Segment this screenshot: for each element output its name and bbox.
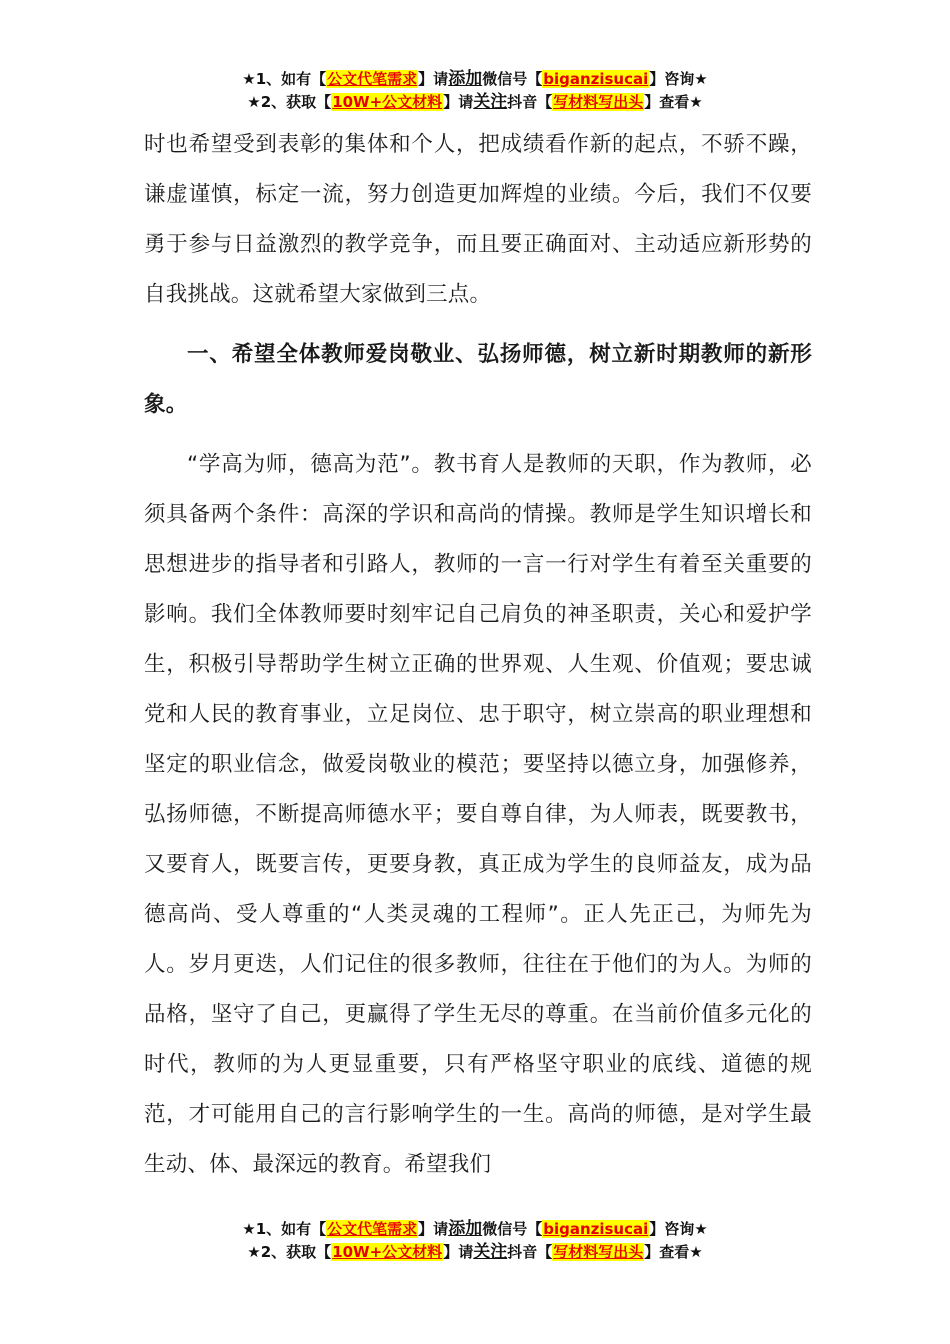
banner-text: 】请 bbox=[443, 1243, 474, 1261]
banner-text: ★1、如有【 bbox=[242, 1220, 327, 1238]
banner-text: 】请 bbox=[418, 1220, 449, 1238]
banner-text: ★2、获取【 bbox=[247, 1243, 332, 1261]
section-heading: 一、希望全体教师爱岗敬业、弘扬师德，树立新时期教师的新形象。 bbox=[144, 342, 812, 417]
highlight-douyin-account: 写材料写出头 bbox=[553, 93, 644, 111]
emphasis-add: 添加 bbox=[448, 1219, 483, 1239]
banner-line-2 bbox=[0, 91, 950, 114]
highlight-service: 公文代笔需求 bbox=[327, 1220, 418, 1238]
banner-text: 】查看★ bbox=[644, 1243, 703, 1261]
emphasis-follow: 关注 bbox=[473, 92, 508, 112]
banner-text: ★1、如有【 bbox=[242, 70, 327, 88]
top-banner bbox=[0, 68, 950, 114]
highlight-wechat-id: biganzisucai bbox=[543, 1220, 649, 1238]
banner-line-1 bbox=[0, 68, 950, 91]
banner-text: 】请 bbox=[443, 93, 474, 111]
banner-text: 】请 bbox=[418, 70, 449, 88]
highlight-douyin-account: 写材料写出头 bbox=[553, 1243, 644, 1261]
document-body bbox=[144, 120, 812, 1190]
banner-text: 】咨询★ bbox=[649, 70, 708, 88]
highlight-service: 公文代笔需求 bbox=[327, 70, 418, 88]
banner-line-1 bbox=[0, 1218, 950, 1241]
bottom-banner bbox=[0, 1218, 950, 1264]
banner-text: ★2、获取【 bbox=[247, 93, 332, 111]
highlight-materials: 10W+公文材料 bbox=[332, 1243, 443, 1261]
emphasis-follow: 关注 bbox=[473, 1242, 508, 1262]
banner-text: 抖音【 bbox=[507, 1243, 553, 1261]
banner-text: 抖音【 bbox=[507, 93, 553, 111]
banner-text: 】查看★ bbox=[644, 93, 703, 111]
highlight-wechat-id: biganzisucai bbox=[543, 70, 649, 88]
banner-text: 微信号【 bbox=[482, 1220, 543, 1238]
emphasis-add: 添加 bbox=[448, 69, 483, 89]
banner-line-2 bbox=[0, 1241, 950, 1264]
banner-text: 微信号【 bbox=[482, 70, 543, 88]
paragraph-intro: 时也希望受到表彰的集体和个人，把成绩看作新的起点，不骄不躁，谦虚谨慎，标定一流，努力创造更加辉煌的业绩。今后，我们不仅要勇于参与日益激烈的教学竞争，而且要正确面对、主动适应新形势的自我挑战。这就希望大家做到三点。 bbox=[144, 132, 812, 307]
highlight-materials: 10W+公文材料 bbox=[332, 93, 443, 111]
banner-text: 】咨询★ bbox=[649, 1220, 708, 1238]
paragraph-teacher-ethics: “学高为师，德高为范”。教书育人是教师的天职，作为教师，必须具备两个条件：高深的学识和高尚的情操。教师是学生知识增长和思想进步的指导者和引路人，教师的一言一行对学生有着至关重要的影响。我们全体教师要时刻牢记自己肩负的神圣职责，关心和爱护学生，积极引导帮助学生树立正确的世界观、人生观、价值观；要忠诚党和人民的教育事业，立足岗位、忠于职守，树立崇高的职业理想和坚定的职业信念，做爱岗敬业的模范；要坚持以德立身，加强修养，弘扬师德，不断提高师德水平；要自尊自律，为人师表，既要教书，又要育人，既要言传，更要身教，真正成为学生的良师益友，成为品德高尚、受人尊重的“人类灵魂的工程师”。正人先正己，为师先为人。岁月更迭，人们记住的很多教师，往往在于他们的为人。为师的品格，坚守了自己，更赢得了学生无尽的尊重。在当前价值多元化的时代，教师的为人更显重要，只有严格坚守职业的底线、道德的规范，才可能用自己的言行影响学生的一生。高尚的师德，是对学生最生动、体、最深远的教育。希望我们 bbox=[144, 452, 812, 1177]
